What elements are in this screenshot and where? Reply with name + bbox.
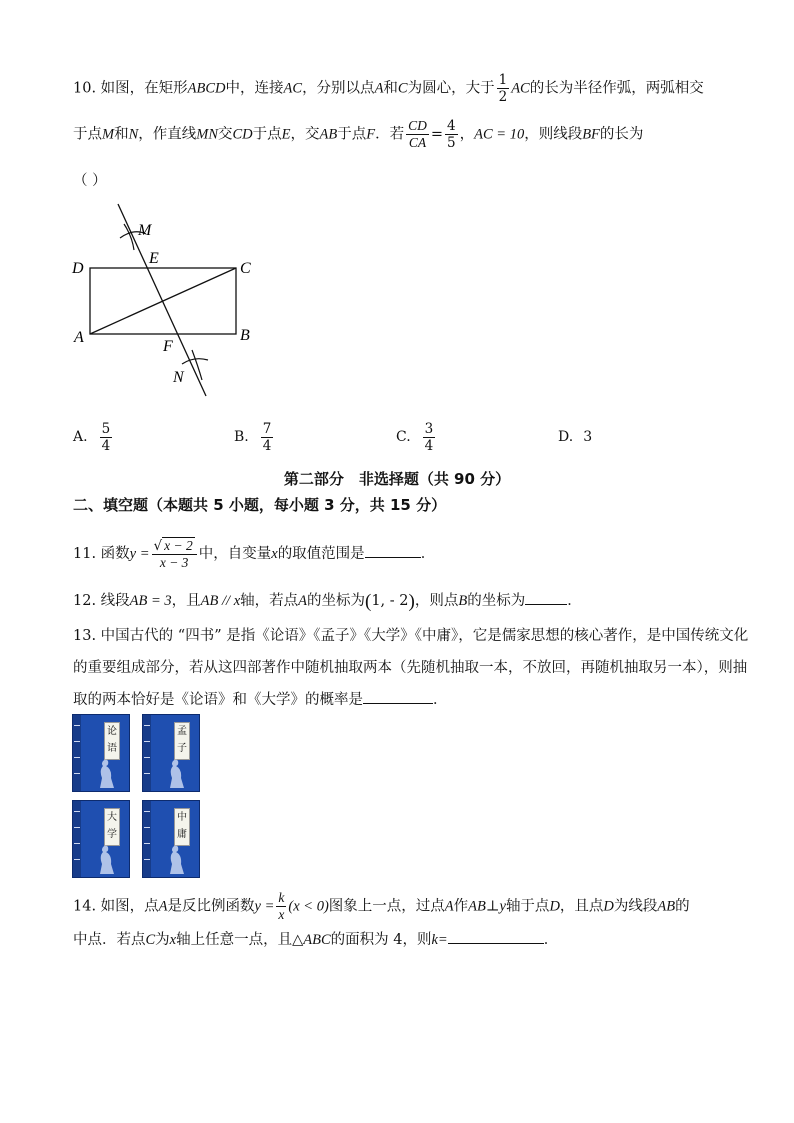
q10-point-e: E	[281, 126, 291, 143]
q11-number: 11.	[73, 546, 97, 562]
book-title-label	[104, 808, 120, 846]
fraction-numerator: 3	[424, 420, 434, 437]
q14-text: 如图，点	[100, 898, 159, 915]
q10-text: 的长为半径作弧，两弧相交	[529, 80, 704, 97]
q12-text: ，且	[171, 593, 201, 609]
fraction-numerator: 1	[498, 72, 508, 88]
q13-text: ．	[433, 692, 448, 708]
fraction-denominator: x	[278, 907, 285, 922]
q10-text: 和	[114, 126, 129, 143]
q11-variable: x	[271, 546, 278, 562]
q10-seg-ac: AC	[511, 80, 530, 97]
open-paren: (	[365, 591, 372, 612]
q14-text: ，且点	[559, 898, 604, 915]
ratio-value-fraction	[445, 118, 458, 151]
half-fraction	[497, 72, 510, 105]
q10-number: 10.	[73, 80, 97, 97]
q10-line-mn: MN	[196, 126, 219, 143]
q14-seg-ab: AB	[657, 898, 676, 915]
q10-text: ，作直线	[138, 126, 197, 143]
q14-answer-blank[interactable]	[448, 929, 544, 944]
q14-text: 为	[155, 932, 170, 948]
q11-y-equals: y =	[129, 546, 150, 562]
fraction-numerator: √ x − 2	[152, 537, 197, 555]
q14-point-d: D	[549, 898, 560, 915]
q11-answer-blank[interactable]	[365, 543, 421, 558]
book-title-label	[104, 722, 120, 760]
q12-coordinate: 1, - 2	[371, 593, 409, 609]
scholar-figure-icon	[161, 757, 191, 791]
option-letter: B.	[234, 429, 249, 445]
q10-line-2	[73, 118, 643, 151]
q14-number: 14.	[73, 898, 97, 915]
q13-line-2: 的重要组成部分，若从这四部著作中随机抽取两本（先随机抽取一本，不放回，再随机抽取另一本），则抽	[73, 660, 748, 676]
q12-text: 的坐标为	[467, 593, 526, 609]
q11-text: 中，自变量	[198, 546, 272, 562]
label-m: M	[138, 222, 152, 239]
book-spine	[143, 715, 151, 791]
q11-function-fraction	[152, 537, 197, 571]
q13-text: 中国古代的 “四书” 是指《论语》《孟子》《大学》《中庸》，它是儒家思想的核心著作，是中国传统文化	[100, 628, 749, 644]
q13-line-3	[73, 689, 448, 710]
q10-point-n: N	[128, 126, 139, 143]
option-b[interactable]	[234, 414, 275, 460]
book-title-char: 学	[107, 829, 117, 840]
option-letter: D.	[558, 429, 574, 445]
q13-number: 13.	[73, 628, 97, 644]
fraction-denominator: 4	[424, 437, 434, 454]
equals-sign: =	[430, 126, 444, 143]
q14-text: 为线段	[613, 898, 658, 915]
option-value: 3	[583, 429, 593, 445]
book-title-char: 语	[107, 743, 117, 754]
q12-point-b: B	[458, 593, 468, 609]
book-title-char: 孟	[177, 726, 187, 737]
book-title-char: 中	[177, 812, 187, 823]
label-f: F	[163, 338, 173, 355]
book-title-label	[174, 722, 190, 760]
book-spine	[143, 801, 151, 877]
book-spine	[73, 801, 81, 877]
q10-seg-ac: AC	[283, 80, 303, 97]
option-fraction	[100, 421, 113, 454]
q14-text: 的面积为 4，则	[330, 932, 432, 948]
q14-k-equals: k=	[431, 932, 448, 948]
q10-text: 于点	[73, 126, 102, 143]
q11-text: ．	[420, 546, 436, 562]
label-a: A	[74, 329, 84, 346]
q10-text: 和	[383, 80, 398, 97]
scholar-figure-icon	[91, 843, 121, 877]
fraction-denominator: 5	[447, 135, 456, 151]
q12-point-a: A	[298, 593, 307, 609]
q10-text: 如图，在矩形	[100, 80, 188, 97]
book-lunyu	[72, 714, 130, 792]
sqrt-radicand: x − 2	[164, 538, 193, 553]
book-mengzi	[142, 714, 200, 792]
q10-text: 交	[218, 126, 233, 143]
q14-point-a: A	[158, 898, 168, 915]
q14-point-c: C	[145, 932, 156, 948]
q14-variable: x	[169, 932, 177, 948]
label-n: N	[173, 369, 184, 386]
q10-answer-paren: （ ）	[73, 173, 107, 189]
q12-ab-length: AB = 3	[129, 593, 172, 609]
q14-text: 图象上一点，过点	[328, 898, 445, 915]
q14-text: 的	[675, 898, 690, 915]
book-daxue	[72, 800, 130, 878]
q10-seg-bf: BF	[582, 126, 600, 143]
q10-text: ，交	[290, 126, 320, 143]
q12-text: ．	[567, 593, 582, 609]
part-two-title: 第二部分 非选择题（共 90 分）	[283, 470, 511, 488]
q11-text: 函数	[100, 546, 130, 562]
book-title-char: 大	[107, 812, 117, 823]
fraction-numerator: 5	[101, 420, 111, 437]
rectangle-construction-figure	[66, 200, 266, 400]
q10-text: 的长为	[599, 126, 644, 143]
q12-answer-blank[interactable]	[525, 590, 567, 605]
option-fraction	[423, 421, 436, 454]
q10-text: ，分别以点	[302, 80, 375, 97]
q12-ab-parallel: AB // x	[200, 593, 241, 609]
q10-seg-ab: AB	[319, 126, 338, 143]
close-paren: )	[408, 591, 415, 612]
q14-text: 作	[453, 898, 469, 915]
q13-line-1	[73, 626, 748, 646]
q12-line	[73, 590, 582, 612]
scholar-figure-icon	[161, 843, 191, 877]
fraction-denominator: 4	[101, 437, 111, 454]
fraction-numerator: 7	[262, 420, 272, 437]
q14-text: 是反比例函数	[167, 898, 255, 915]
q12-number: 12.	[73, 593, 97, 609]
q14-y-equals: y =	[254, 898, 275, 915]
q13-answer-blank[interactable]	[363, 689, 433, 704]
book-zhongyong	[142, 800, 200, 878]
q10-seg-cd: CD	[232, 126, 253, 143]
q10-text: 为圆心，大于	[407, 80, 495, 97]
q11-text: 的取值范围是	[277, 546, 365, 562]
q10-point-a: A	[374, 80, 384, 97]
fraction-denominator: CA	[408, 135, 427, 150]
q10-ac-length: AC = 10	[474, 126, 525, 143]
q10-point-m: M	[102, 126, 115, 143]
q14-text: 轴上任意一点，且	[176, 932, 293, 948]
q12-text: ，则点	[414, 593, 459, 609]
q10-text: ．若	[375, 126, 405, 143]
q14-perpendicular: AB⊥y	[468, 898, 506, 915]
fraction-numerator: 4	[447, 118, 456, 134]
q10-text: 于点	[252, 126, 282, 143]
fraction-denominator: 4	[262, 437, 272, 454]
fraction-numerator: k	[278, 890, 285, 905]
book-title-char: 论	[107, 726, 117, 737]
label-d: D	[72, 260, 84, 277]
q14-triangle: △ABC	[292, 932, 331, 948]
q10-point-c: C	[397, 80, 408, 97]
book-spine	[73, 715, 81, 791]
option-d[interactable]	[558, 414, 592, 460]
fraction-numerator: CD	[408, 118, 427, 133]
q14-domain-condition: (x < 0)	[288, 898, 329, 915]
option-a[interactable]	[73, 414, 114, 460]
q14-k-over-x	[276, 890, 286, 923]
fill-in-section-title: 二、填空题（本题共 5 小题，每小题 3 分，共 15 分）	[73, 496, 447, 514]
q14-text: 轴于点	[505, 898, 550, 915]
q14-text: ．	[543, 932, 559, 948]
q14-text: 中点．若点	[73, 932, 146, 948]
q12-text: 线段	[100, 593, 130, 609]
q13-text: 取的两本恰好是《论语》和《大学》的概率是	[73, 692, 363, 708]
q14-line-1	[73, 890, 690, 923]
book-title-char: 子	[177, 743, 187, 754]
q12-text: 的坐标为	[307, 593, 365, 609]
book-title-char: 庸	[177, 829, 187, 840]
q10-text: 于点	[337, 126, 367, 143]
label-e: E	[149, 250, 159, 267]
q10-rect-name: ABCD	[187, 80, 226, 97]
option-fraction	[261, 421, 274, 454]
ratio-fraction	[406, 118, 429, 151]
q14-point-d: D	[603, 898, 614, 915]
label-b: B	[240, 327, 250, 344]
scholar-figure-icon	[91, 757, 121, 791]
label-c: C	[240, 260, 251, 277]
q14-line-2	[73, 929, 558, 950]
q14-point-a: A	[444, 898, 454, 915]
fraction-denominator: 2	[498, 89, 508, 105]
q12-text: 轴，若点	[240, 593, 299, 609]
fraction-denominator: x − 3	[159, 555, 189, 570]
q10-options	[73, 414, 723, 460]
option-letter: C.	[396, 429, 411, 445]
book-title-label	[174, 808, 190, 846]
four-books-image	[72, 714, 204, 880]
q10-point-f: F	[366, 126, 376, 143]
q10-text: ，	[459, 126, 475, 143]
option-letter: A.	[73, 429, 88, 445]
q10-text: 中，连接	[225, 80, 284, 97]
option-c[interactable]	[396, 414, 437, 460]
q10-text: ，则线段	[524, 126, 583, 143]
q10-line-1	[73, 72, 704, 105]
q11-line	[73, 537, 435, 571]
